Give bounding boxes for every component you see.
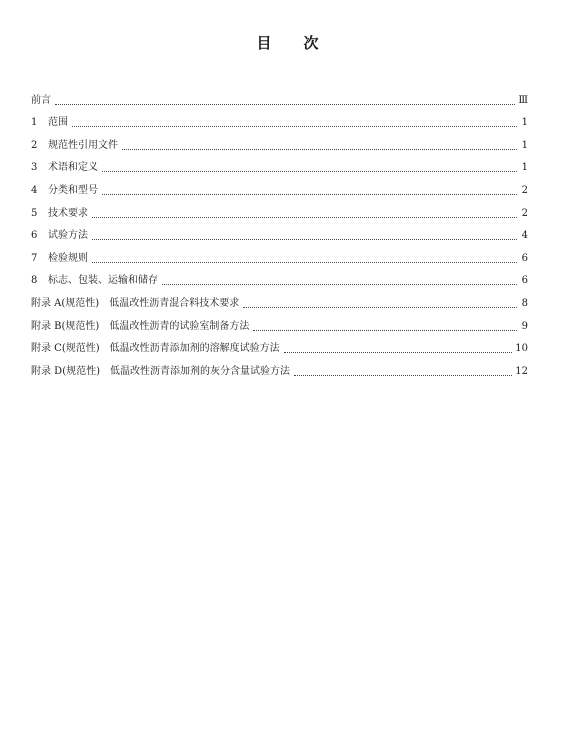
toc-entry-label: 范围 — [48, 117, 68, 129]
toc-entry-page: 1 — [521, 139, 528, 151]
toc-entry[interactable] — [31, 220, 528, 243]
toc-entry-number: 4 — [31, 184, 38, 196]
toc-entry-number: 2 — [31, 139, 38, 151]
title-char-2: 次 — [303, 34, 319, 52]
toc-entry[interactable] — [31, 174, 528, 197]
toc-entry-page: 1 — [521, 162, 528, 174]
toc-entry-label: 附录 B(规范性) 低温改性沥青的试验室制备方法 — [31, 320, 250, 332]
toc-entry-label: 附录 D(规范性) 低温改性沥青添加剂的灰分含量试验方法 — [31, 365, 290, 377]
toc-entry-label: 附录 A(规范性) 低温改性沥青混合料技术要求 — [31, 297, 240, 309]
toc-entry-label: 规范性引用文件 — [48, 139, 118, 151]
toc-entry[interactable] — [31, 310, 528, 333]
toc-leader-dots — [92, 233, 517, 240]
toc-entry-label: 试验方法 — [48, 230, 88, 242]
toc-leader-dots — [243, 301, 517, 308]
toc-entry-page: Ⅲ — [518, 94, 528, 106]
toc-entry-page: 9 — [521, 320, 528, 332]
toc-leader-dots — [162, 278, 517, 285]
toc-entry[interactable] — [31, 242, 528, 265]
toc-entry[interactable] — [31, 265, 528, 288]
toc-leader-dots — [284, 346, 513, 353]
toc-entry-label: 分类和型号 — [48, 184, 98, 196]
toc-leader-dots — [55, 98, 515, 105]
toc-entry-number: 6 — [31, 230, 38, 242]
toc-leader-dots — [294, 369, 512, 376]
toc-entry-page: 10 — [515, 343, 528, 355]
toc-entry[interactable] — [31, 355, 528, 378]
toc-leader-dots — [122, 143, 517, 150]
toc-leader-dots — [92, 211, 517, 218]
toc-entry-label: 标志、包装、运输和储存 — [48, 275, 158, 287]
toc-entry[interactable] — [31, 107, 528, 130]
toc-entry-page: 4 — [521, 230, 528, 242]
toc-entry-page: 2 — [521, 184, 528, 196]
toc-entry[interactable] — [31, 287, 528, 310]
toc-entry-number: 1 — [31, 117, 38, 129]
toc-entry-number: 3 — [31, 162, 38, 174]
toc-entry-number: 7 — [31, 252, 38, 264]
toc-entry-page: 2 — [521, 207, 528, 219]
toc-entry-label: 技术要求 — [48, 207, 88, 219]
toc-entry[interactable] — [31, 129, 528, 152]
title-char-1: 目 — [256, 34, 272, 52]
toc-entry-label: 前言 — [31, 94, 51, 106]
toc-entry-page: 6 — [521, 252, 528, 264]
toc-entry[interactable] — [31, 333, 528, 356]
toc-entry-page: 1 — [521, 117, 528, 129]
toc-entry[interactable] — [31, 152, 528, 175]
toc-entry[interactable] — [31, 197, 528, 220]
toc-entry-label: 检验规则 — [48, 252, 88, 264]
toc-entry-page: 12 — [515, 365, 528, 377]
toc-entry-label: 术语和定义 — [48, 162, 98, 174]
toc-entry-page: 6 — [521, 275, 528, 287]
toc-leader-dots — [92, 256, 517, 263]
toc-leader-dots — [253, 324, 517, 331]
page-title — [0, 32, 575, 53]
toc-entry[interactable] — [31, 84, 528, 107]
toc-entry-number: 5 — [31, 207, 38, 219]
toc-entry-label: 附录 C(规范性) 低温改性沥青添加剂的溶解度试验方法 — [31, 343, 280, 355]
toc-leader-dots — [72, 120, 517, 127]
toc-leader-dots — [102, 188, 517, 195]
table-of-contents — [31, 84, 528, 378]
toc-leader-dots — [102, 165, 517, 172]
toc-entry-page: 8 — [521, 297, 528, 309]
toc-entry-number: 8 — [31, 275, 38, 287]
